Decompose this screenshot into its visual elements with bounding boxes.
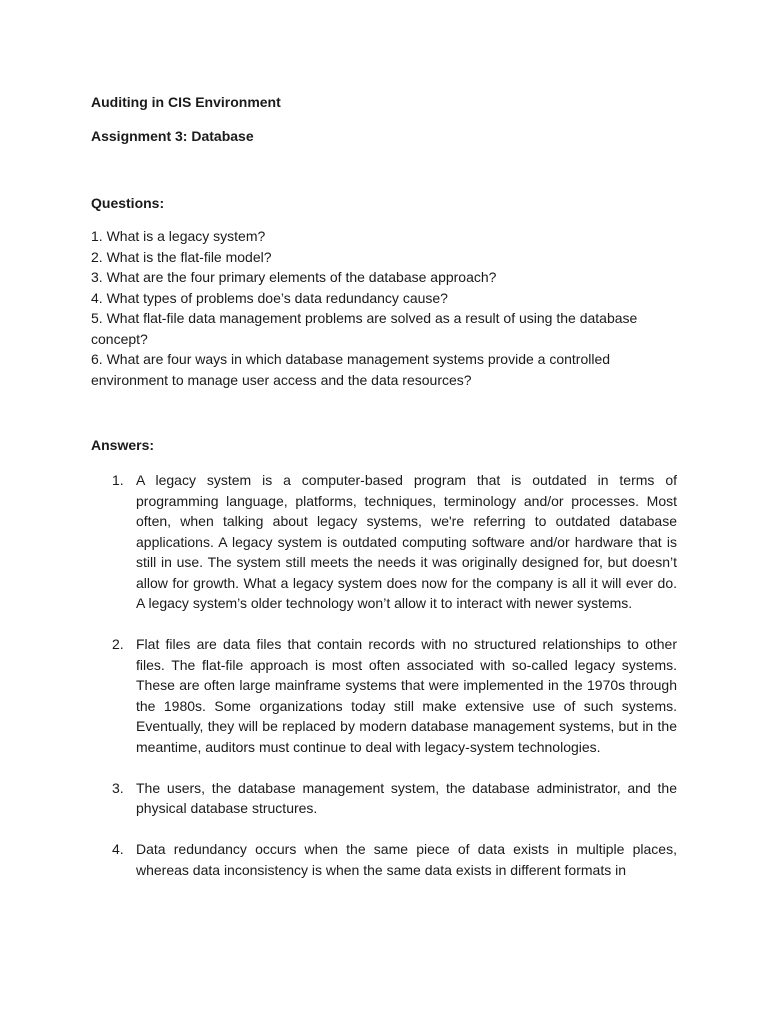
- answer-text: A legacy system is a computer-based program that is outdated in terms of programming language, platforms, techniques, terminology and/or processes. Most often, when talking about legacy systems, we're referring to outdated database applications. A legacy system is outdated computing software and/or hardware that is still in use. The system still meets the needs it was originally designed for, but doesn’t allow for growth. What a legacy system does now for the company is all it will ever do. A legacy system’s older technology won’t allow it to interact with newer systems.: [136, 472, 677, 611]
- answer-text: The users, the database management system, the database administrator, and the physical database structures.: [136, 779, 677, 816]
- answers-list: [91, 470, 677, 901]
- answer-number: 1.: [112, 472, 124, 488]
- questions-list: [91, 226, 651, 390]
- answer-text: Flat files are data files that contain records with no structured relationships to other files. The flat-file approach is most often associated with so-called legacy systems. These are often large mainframe systems that were implemented in the 1970s through the 1980s. Some organizations today still make extensive use of such systems. Eventually, they will be replaced by modern database management systems, but in the meantime, auditors must continue to deal with legacy-system technologies.: [136, 636, 677, 755]
- answer-item: [91, 634, 677, 757]
- answers-heading: Answers:: [91, 437, 155, 453]
- answer-item: [91, 470, 677, 614]
- question-item: 2. What is the flat-file model?: [91, 248, 272, 265]
- answer-number: 4.: [112, 841, 124, 857]
- question-item: 5. What flat-file data management problems are solved as a result of using the database concept?: [91, 310, 638, 347]
- question-item: 4. What types of problems doe’s data redundancy cause?: [91, 289, 448, 306]
- answer-item: [91, 839, 677, 880]
- document-title: Auditing in CIS Environment: [91, 94, 281, 110]
- assignment-subtitle: Assignment 3: Database: [91, 128, 254, 144]
- answer-number: 2.: [112, 636, 124, 652]
- question-item: 3. What are the four primary elements of the database approach?: [91, 269, 497, 285]
- answer-number: 3.: [112, 779, 124, 796]
- question-item: 1. What is a legacy system?: [91, 228, 266, 244]
- answer-text: Data redundancy occurs when the same piece of data exists in multiple places, whereas data inconsistency is when the same data exists in different formats in: [136, 841, 677, 878]
- question-item: 6. What are four ways in which database management systems provide a controlled environment to manage user access and the data resources?: [91, 351, 611, 388]
- questions-heading: Questions:: [91, 195, 165, 211]
- answer-item: [91, 778, 677, 819]
